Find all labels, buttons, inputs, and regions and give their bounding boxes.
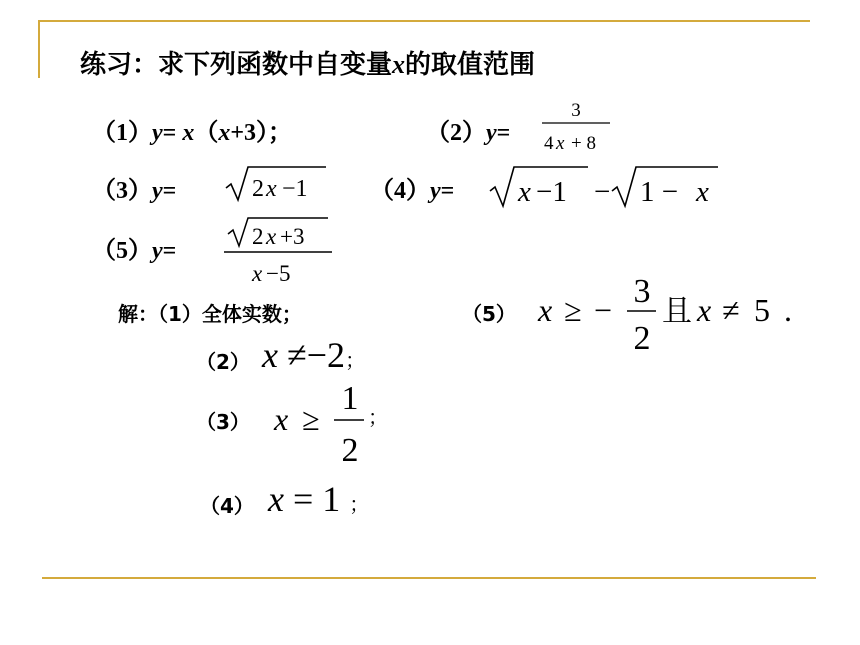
problem-2-y: y bbox=[486, 120, 497, 146]
problem-1-paren-close: ） bbox=[256, 120, 269, 146]
problem-4-minus: − bbox=[594, 176, 611, 208]
top-rule bbox=[38, 20, 810, 22]
title-var: x bbox=[392, 50, 406, 79]
solution-4-val: 1 bbox=[322, 479, 341, 519]
solution-5-val2: 5 bbox=[754, 292, 770, 328]
solution-3-semicolon: ； bbox=[368, 407, 388, 429]
solution-3-label bbox=[196, 406, 250, 435]
problem-1-eq: = bbox=[162, 120, 177, 146]
problem-5-num-b: +3 bbox=[280, 224, 305, 249]
problem-3-rad-b: −1 bbox=[282, 176, 308, 202]
bottom-rule bbox=[42, 577, 816, 579]
problem-1-x: x bbox=[182, 120, 195, 146]
problem-3-rad-var: x bbox=[266, 176, 277, 202]
left-rule bbox=[38, 20, 40, 78]
solution-5-period: . bbox=[784, 292, 792, 328]
problem-3-eq: = bbox=[162, 178, 177, 204]
solution-4-op: = bbox=[292, 479, 314, 519]
solution-5-label-text: （5） bbox=[462, 302, 516, 326]
problem-2-den-var: x bbox=[556, 133, 565, 154]
solution-5-op2: ≠ bbox=[722, 292, 740, 328]
problem-1-y: y bbox=[152, 120, 163, 146]
problem-5-label: （5） bbox=[92, 238, 152, 264]
problem-3-y: y bbox=[152, 178, 163, 204]
problem-5-num-var: x bbox=[266, 224, 277, 249]
problem-4-radicals bbox=[486, 160, 726, 214]
problem-1-inner-rest: +3 bbox=[230, 120, 257, 146]
solution-2-val: −2 bbox=[306, 335, 346, 375]
solution-intro: 解： bbox=[118, 302, 158, 326]
problem-2-fraction bbox=[538, 96, 618, 160]
solution-5-var: x bbox=[538, 292, 553, 328]
problem-4-rad1-b: −1 bbox=[536, 176, 567, 208]
problem-1-inner-var: x bbox=[218, 120, 231, 146]
solution-1 bbox=[118, 298, 302, 327]
title-suffix: 的取值范围 bbox=[405, 50, 536, 80]
problem-5-eq: = bbox=[162, 238, 177, 264]
problem-4-rad2-var: x bbox=[696, 176, 709, 208]
problem-4-rad2-a: 1 − bbox=[640, 176, 679, 208]
title-prefix: 练习：求下列函数中自变量 bbox=[80, 50, 393, 80]
problem-3 bbox=[92, 170, 176, 205]
solution-5-label bbox=[462, 298, 516, 327]
problem-1 bbox=[92, 112, 292, 147]
problem-2-den-b: + 8 bbox=[571, 133, 596, 154]
problem-4-label: （4） bbox=[370, 178, 430, 204]
solution-5-conjunction: 且 bbox=[662, 295, 692, 328]
solution-3-op: ≥ bbox=[302, 401, 320, 437]
problem-4-y: y bbox=[430, 178, 441, 204]
solution-5-neg: − bbox=[594, 292, 613, 328]
problem-2 bbox=[426, 112, 510, 147]
solution-3-math bbox=[268, 370, 388, 470]
solution-2-op: ≠ bbox=[286, 335, 307, 375]
problem-4 bbox=[370, 170, 454, 205]
problem-5 bbox=[92, 230, 176, 265]
problem-3-label: （3） bbox=[92, 178, 152, 204]
solution-5-denominator: 2 bbox=[633, 320, 651, 357]
solution-4-semicolon: ； bbox=[349, 494, 370, 516]
problem-2-numerator: 3 bbox=[571, 100, 581, 121]
problem-1-semicolon: ； bbox=[268, 120, 293, 146]
problem-2-label: （2） bbox=[426, 120, 486, 146]
solution-2-var: x bbox=[262, 335, 278, 375]
problem-5-y: y bbox=[152, 238, 163, 264]
radical-sign bbox=[228, 218, 328, 246]
solution-3-denominator: 2 bbox=[341, 432, 359, 469]
solution-1-text: 全体实数； bbox=[201, 302, 302, 326]
solution-3-numerator: 1 bbox=[341, 380, 359, 417]
problem-4-rad1-var: x bbox=[518, 176, 531, 208]
problem-4-eq: = bbox=[440, 178, 455, 204]
solution-3-label-text: （3） bbox=[196, 410, 250, 434]
solution-4-label bbox=[200, 490, 254, 519]
solution-4-math bbox=[268, 478, 369, 520]
problem-3-rad-a: 2 bbox=[252, 176, 264, 202]
problem-1-label: （1） bbox=[92, 120, 152, 146]
solution-5-var2: x bbox=[697, 292, 712, 328]
solution-4-label-text: （4） bbox=[200, 494, 254, 518]
problem-2-eq: = bbox=[496, 120, 511, 146]
solution-5-op: ≥ bbox=[564, 292, 582, 328]
solution-2-label-text: （2） bbox=[196, 350, 250, 374]
solution-2-label bbox=[196, 346, 250, 375]
problem-5-den-var: x bbox=[252, 261, 263, 286]
problem-2-den-a: 4 bbox=[544, 133, 554, 154]
problem-1-paren-open: （ bbox=[194, 120, 219, 146]
solution-5-math bbox=[532, 262, 802, 358]
page-title bbox=[80, 44, 535, 81]
solution-4-var: x bbox=[268, 479, 284, 519]
problem-5-num-a: 2 bbox=[252, 224, 264, 249]
problem-5-den-b: −5 bbox=[266, 261, 291, 286]
solution-2-semicolon: ； bbox=[345, 350, 366, 372]
problem-5-fraction bbox=[218, 214, 338, 290]
solution-1-label: （1） bbox=[158, 302, 202, 326]
solution-5-numerator: 3 bbox=[633, 273, 651, 310]
problem-3-radical bbox=[222, 160, 332, 208]
solution-3-var: x bbox=[274, 401, 289, 437]
